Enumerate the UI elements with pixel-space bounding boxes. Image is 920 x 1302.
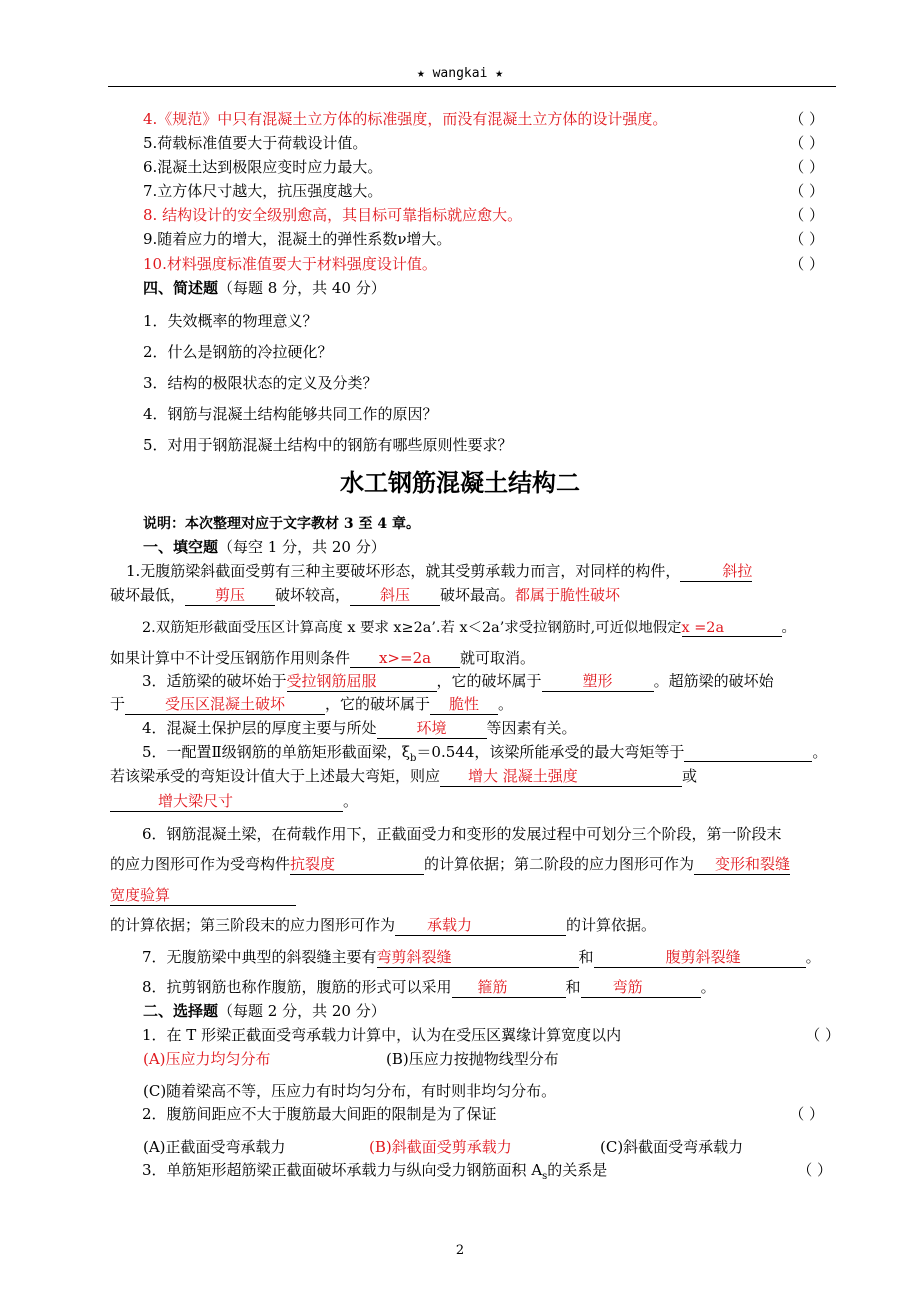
- fill-question-1-cont: 破坏最低， 剪压 破坏较高， 斜压 破坏最高。都属于脆性破坏: [110, 586, 621, 604]
- answer-blank: 环境: [377, 717, 487, 739]
- choice-question-1: 1．在 T 形梁正截面受弯承载力计算中，认为在受压区翼缘计算宽度以内: [142, 1026, 622, 1044]
- choice-option-b[interactable]: (B)斜截面受剪承载力: [369, 1138, 512, 1156]
- choice-option-c[interactable]: (C)斜截面受弯承载力: [600, 1138, 744, 1156]
- fill-question-5-cont2: 增大梁尺寸 。: [110, 790, 358, 812]
- choice-option-a[interactable]: (A)正截面受弯承载力: [143, 1138, 286, 1156]
- answer-paren: （ ）: [789, 255, 824, 273]
- answer-blank: 塑形: [542, 670, 654, 692]
- fill-question-5-cont: 若该梁承受的弯矩设计值大于上述最大弯矩，则应 增大 混凝土强度 或: [110, 767, 698, 785]
- answer-blank: 箍筋: [452, 976, 566, 998]
- question-item: 3．结构的极限状态的定义及分类？: [143, 374, 378, 392]
- page-number: 2: [455, 1243, 465, 1258]
- answer-blank: 弯筋: [581, 976, 701, 998]
- answer-blank: 脆性: [430, 693, 498, 715]
- fill-question-7: 7．无腹筋梁中典型的斜裂缝主要有弯剪斜裂缝 和 腹剪斜裂缝 。: [142, 948, 821, 966]
- choice-option-b[interactable]: (B)压应力按抛物线型分布: [386, 1050, 559, 1068]
- answer-blank: 剪压: [185, 584, 275, 606]
- judgment-item: 9.随着应力的增大，混凝土的弹性系数ν增大。: [143, 230, 452, 248]
- fill-question-5: 5．一配置Ⅱ级钢筋的单筋矩形截面梁，$\xi_b=0.544$，该梁所能承受的最大弯矩等于 。: [142, 743, 828, 764]
- page-header: ★ wangkai ★: [416, 66, 504, 81]
- choice-question-2: 2．腹筋间距应不大于腹筋最大间距的限制是为了保证: [142, 1105, 497, 1123]
- judgment-item: 5.荷载标准值要大于荷载设计值。: [143, 134, 368, 152]
- answer-blank: 腹剪斜裂缝: [594, 946, 806, 968]
- fill-question-6-cont2: [110, 884, 296, 906]
- answer-paren: （ ）: [789, 134, 824, 152]
- fill-question-2-cont: 如果计算中不计受压钢筋作用则条件 x>=2a 就可取消。: [110, 649, 536, 667]
- fill-question-6: 6．钢筋混凝土梁，在荷载作用下，正截面受力和变形的发展过程中可划分三个阶段，第一阶段末: [142, 825, 782, 843]
- choice-option-c[interactable]: (C)随着梁高不等，压应力有时均匀分布，有时则非均匀分布。: [143, 1082, 557, 1100]
- fill-question-3-cont: 于 受压区混凝土破坏 ，它的破坏属于 脆性 。: [110, 695, 514, 713]
- judgment-item: 4.《规范》中只有混凝土立方体的标准强度，而没有混凝土立方体的设计强度。: [143, 110, 668, 128]
- answer-blank: 斜压: [350, 584, 440, 606]
- question-item: 1．失效概率的物理意义？: [143, 312, 318, 330]
- fill-question-6-cont: 的应力图形可作为受弯构件抗裂度 的计算依据；第二阶段的应力图形可作为 变形和裂缝: [110, 855, 791, 873]
- fill-question-6-cont3: 的计算依据；第三阶段末的应力图形可作为 承载力 的计算依据。: [110, 916, 657, 934]
- answer-blank: 增大 混凝土强度: [440, 765, 682, 787]
- judgment-item: 10.材料强度标准值要大于材料强度设计值。: [143, 255, 437, 273]
- choice-question-3: 3．单筋矩形超筋梁正截面破坏承载力与纵向受力钢筋面积 $A_s$的关系是: [142, 1161, 608, 1182]
- answer-paren: （ ）: [797, 1161, 832, 1179]
- judgment-item: 6.混凝土达到极限应变时应力最大。: [143, 158, 383, 176]
- answer-paren: （ ）: [805, 1026, 840, 1044]
- answer-paren: （ ）: [789, 230, 824, 248]
- answer-paren: （ ）: [789, 206, 824, 224]
- question-item: 4．钢筋与混凝土结构能够共同工作的原因？: [143, 405, 438, 423]
- answer-blank: 宽度验算: [110, 884, 296, 906]
- answer-blank: [684, 743, 812, 762]
- answer-blank: x =2a: [682, 620, 782, 637]
- answer-blank: 增大梁尺寸: [110, 790, 343, 812]
- answer-blank: 抗裂度: [290, 853, 424, 875]
- judgment-item: 8. 结构设计的安全级别愈高，其目标可靠指标就应愈大。: [143, 206, 523, 224]
- answer-paren: （ ）: [789, 110, 824, 128]
- answer-blank: 承载力: [395, 914, 566, 936]
- document-title: 水工钢筋混凝土结构二: [340, 469, 580, 497]
- fill-question-8: 8．抗剪钢筋也称作腹筋，腹筋的形式可以采用 箍筋 和 弯筋 。: [142, 978, 716, 996]
- answer-blank: 斜拉: [680, 560, 752, 582]
- choice-option-a[interactable]: (A)压应力均匀分布: [143, 1050, 271, 1068]
- answer-paren: （ ）: [789, 1105, 824, 1123]
- answer-blank: 变形和裂缝: [694, 853, 790, 875]
- answer-blank: x>=2a: [350, 649, 460, 668]
- section-heading: 四、简述题（每题 8 分，共 40 分）: [143, 279, 386, 297]
- explanation-note: 说明：本次整理对应于文字教材 3 至 4 章。: [143, 516, 420, 532]
- fill-question-1: 1.无腹筋梁斜截面受剪有三种主要破坏形态，就其受剪承载力而言，对同样的构件， 斜拉: [126, 562, 753, 580]
- section-heading: 一、填空题（每空 1 分，共 20 分）: [143, 538, 386, 556]
- section-heading: 二、选择题（每题 2 分，共 20 分）: [143, 1002, 386, 1020]
- answer-paren: （ ）: [789, 158, 824, 176]
- fill-question-4: 4．混凝土保护层的厚度主要与所处 环境 等因素有关。: [142, 719, 577, 737]
- question-item: 5．对用于钢筋混凝土结构中的钢筋有哪些原则性要求？: [143, 436, 513, 454]
- answer-blank: 弯剪斜裂缝: [377, 946, 579, 968]
- fill-question-2: 2.双筋矩形截面受压区计算高度 x 要求 x≥2a’.若 x＜2a’求受拉钢筋时,可近似地假定x =2a 。: [142, 620, 796, 636]
- answer-blank: 受压区混凝土破坏: [125, 693, 325, 715]
- answer-paren: （ ）: [789, 182, 824, 200]
- header-rule: [108, 86, 836, 87]
- judgment-item: 7.立方体尺寸越大，抗压强度越大。: [143, 182, 383, 200]
- question-item: 2．什么是钢筋的冷拉硬化？: [143, 343, 333, 361]
- answer-blank: 受拉钢筋屈服: [287, 670, 437, 692]
- fill-question-3: 3．适筋梁的破坏始于受拉钢筋屈服 ，它的破坏属于 塑形 。超筋梁的破坏始: [142, 672, 774, 690]
